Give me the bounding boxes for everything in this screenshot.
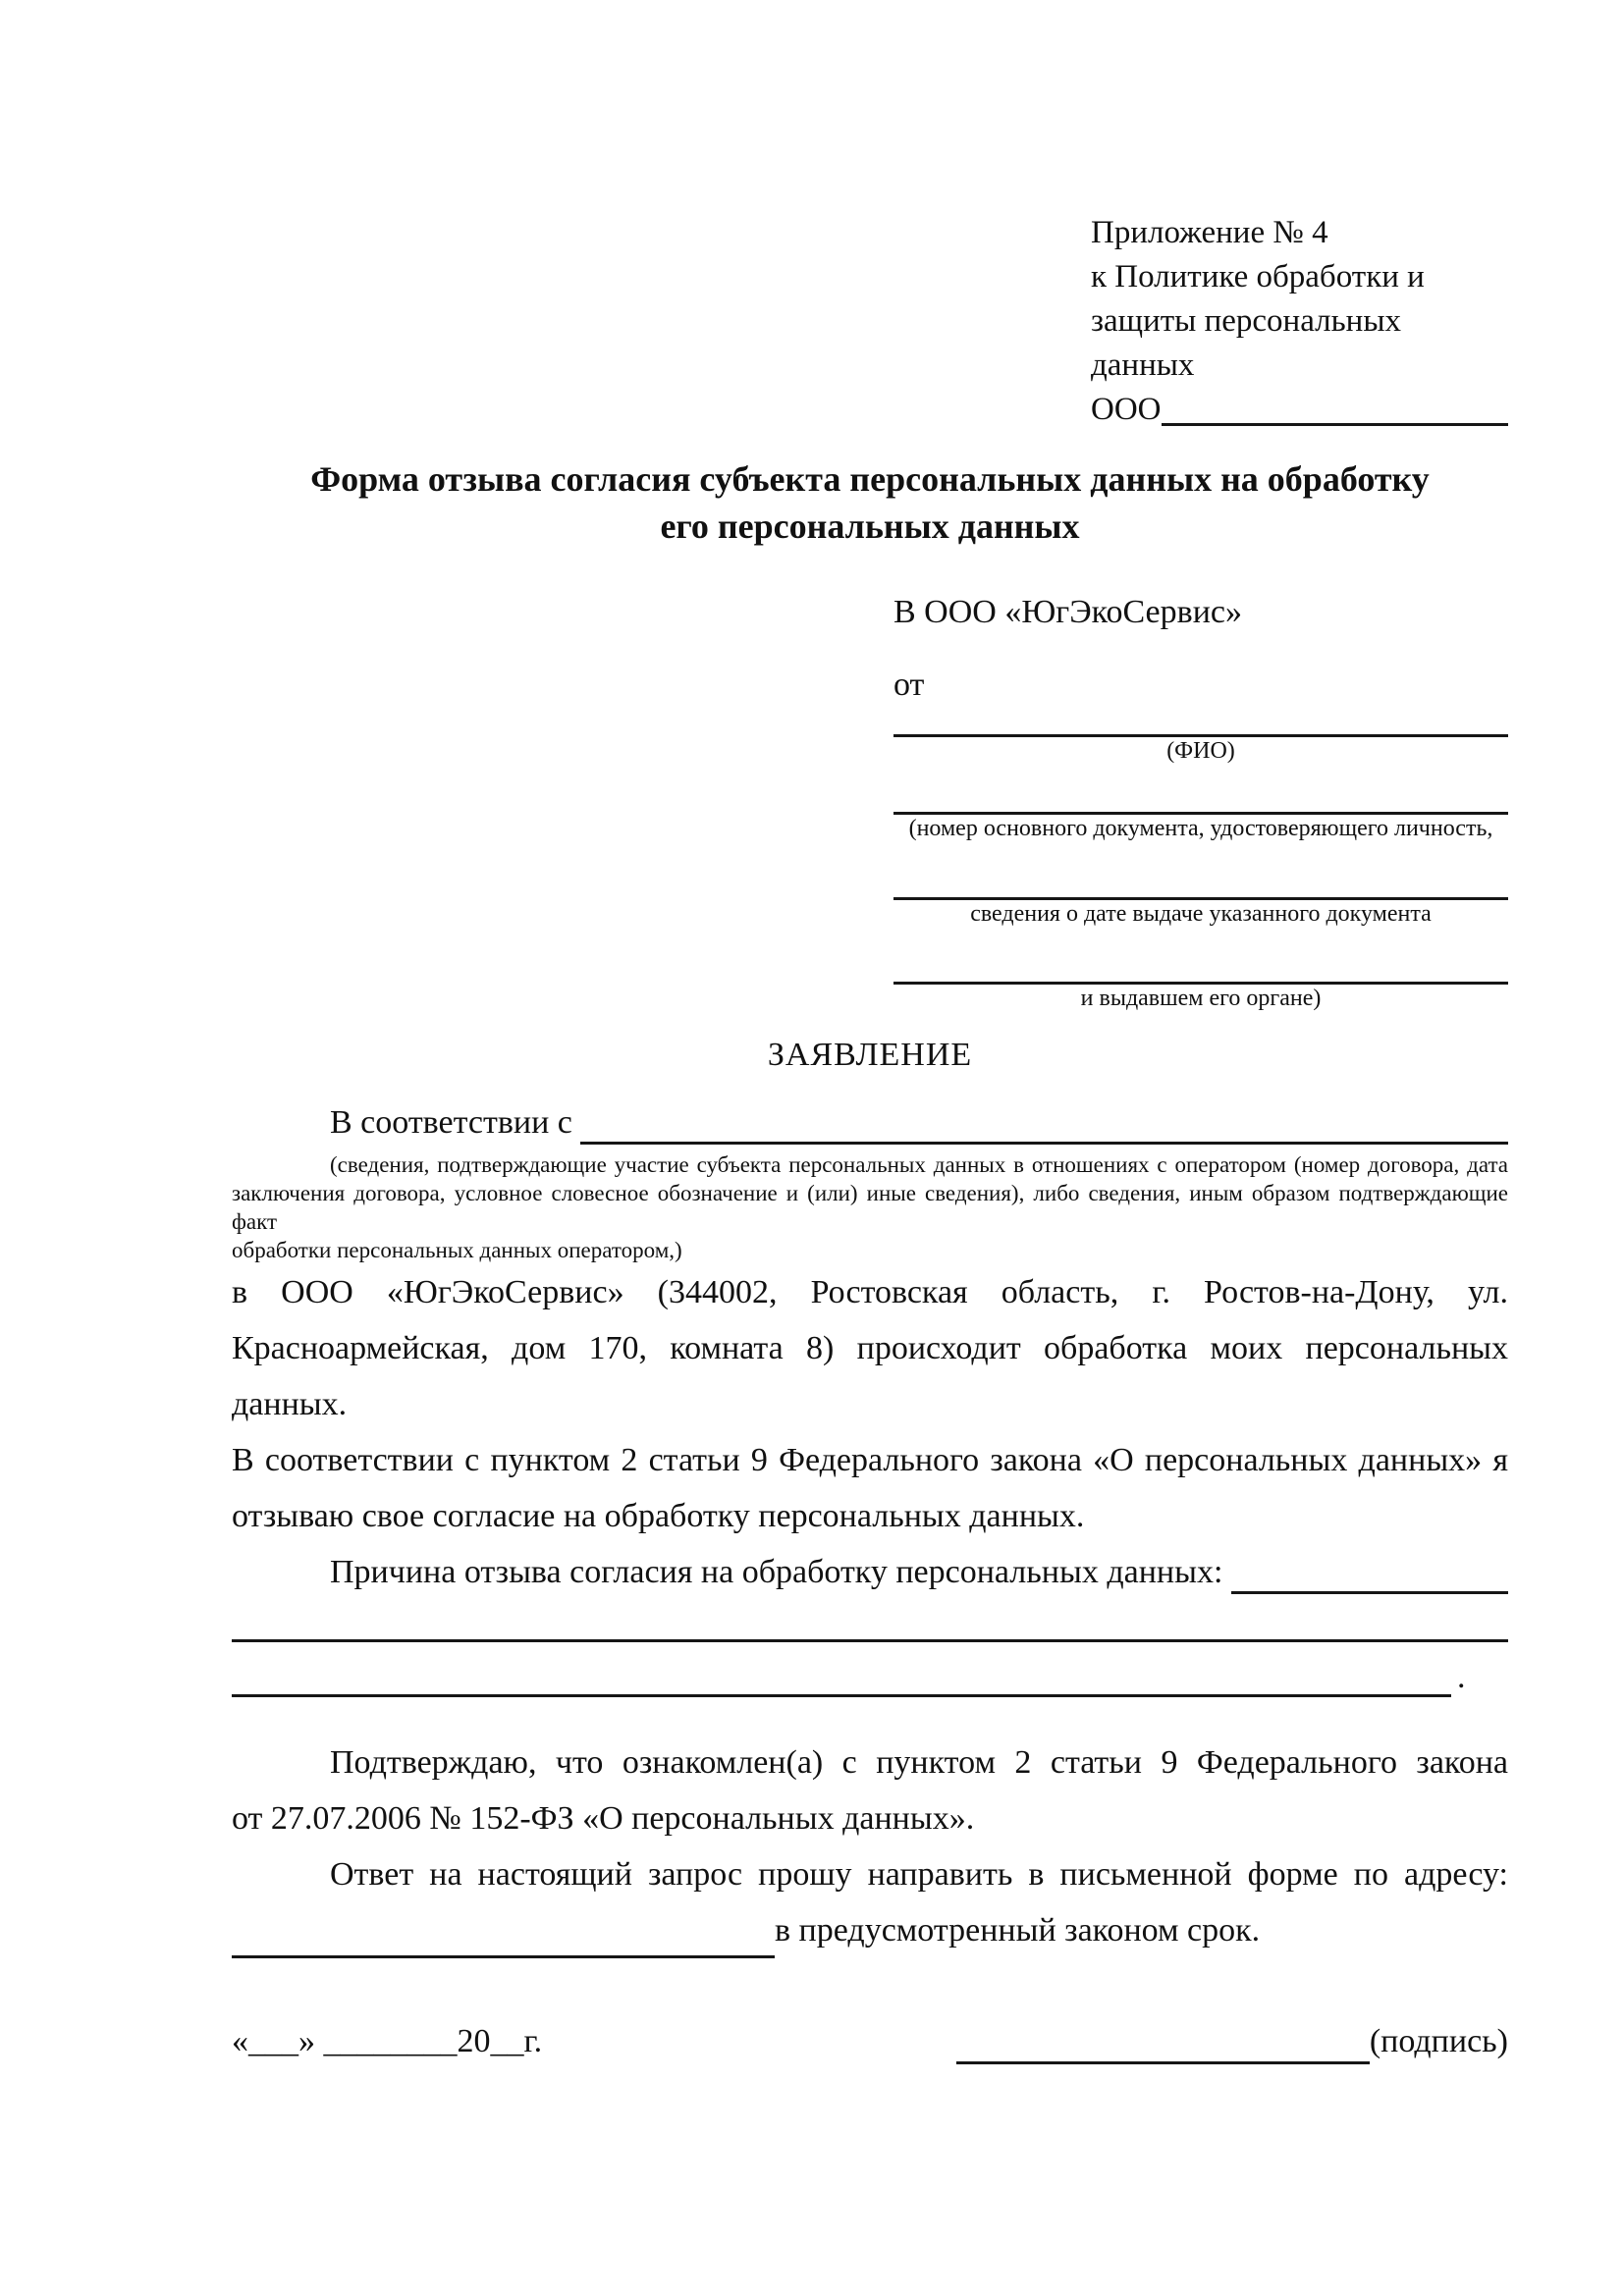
issuer-blank-field[interactable] [893, 928, 1508, 985]
body-line: в ООО «ЮгЭкоСервис» (344002, Ростовская область, г. Ростов-на-Дону, ул. [232, 1274, 1508, 1310]
issue-date-blank-field[interactable] [893, 842, 1508, 900]
sentence-period: . [1457, 1659, 1466, 1695]
body-line: В соответствии с пунктом 2 статьи 9 Федерального закона «О персональных данных» я [232, 1442, 1508, 1478]
ooo-label: ООО [1091, 392, 1162, 427]
confirm-line: от 27.07.2006 № 152-ФЗ «О персональных данных». [232, 1800, 975, 1837]
main-paragraph [232, 1264, 1508, 1544]
note-line: заключения договора, условное словесное обозначение и (или) иные сведения), либо сведения, иным образом подтверждающие факт [232, 1181, 1508, 1234]
lead-label: В соответствии с [330, 1104, 581, 1141]
annex-reference-line1: к Политике обработки и [1091, 259, 1425, 294]
title-line1: Форма отзыва согласия субъекта персональных данных на обработку [310, 459, 1430, 499]
note-line: обработки персональных данных оператором,) [232, 1238, 682, 1262]
confirmation-paragraph [232, 1735, 1508, 1846]
date-blank-line[interactable]: «___» ________20__г. [232, 2023, 543, 2059]
document-title [232, 455, 1508, 550]
reason-blank-line3-field[interactable] [232, 1694, 1451, 1697]
from-label: от [893, 667, 925, 703]
body-line: отзываю свое согласие на обработку персональных данных. [232, 1498, 1085, 1534]
reason-label: Причина отзыва согласия на обработку персональных данных: [330, 1554, 1231, 1590]
body-line: Красноармейская, дом 170, комната 8) происходит обработка моих персональных данных. [232, 1330, 1508, 1422]
footer-row [232, 2019, 1508, 2064]
fio-caption: (ФИО) [1166, 738, 1235, 764]
fio-blank-field[interactable] [893, 707, 1508, 737]
lead-line [232, 1095, 1508, 1150]
statement-heading: ЗАЯВЛЕНИЕ [767, 1037, 973, 1073]
reason-blank-line3-row [232, 1642, 1508, 1697]
signature-area [956, 2019, 1508, 2064]
signature-blank-field[interactable] [956, 2022, 1370, 2064]
title-line2: его персональных данных [660, 507, 1080, 546]
company-name-blank-field[interactable] [1162, 423, 1509, 426]
spacer [232, 1600, 1508, 1639]
address-blank-field[interactable] [232, 1912, 775, 1958]
document-number-blank-field[interactable] [893, 765, 1508, 815]
confirm-line: Подтверждаю, что ознакомлен(а) с пунктом 2 статьи 9 Федерального закона [330, 1744, 1508, 1781]
issuer-caption: и выдавшем его органе) [1080, 986, 1322, 1011]
reason-blank-field[interactable] [1231, 1544, 1508, 1594]
lead-note [232, 1150, 1508, 1264]
annex-reference-line2: защиты персональных данных [1091, 303, 1401, 383]
document-header [1091, 211, 1508, 432]
annex-number: Приложение № 4 [1091, 215, 1328, 250]
basis-blank-field[interactable] [580, 1095, 1508, 1145]
reply-line2 [232, 1902, 1508, 1958]
reply-paragraph [232, 1846, 1508, 1902]
addressee-block [893, 591, 1508, 1012]
note-line: (сведения, подтверждающие участие субъекта персональных данных в отношениях с оператором (номер договора, дата [330, 1152, 1508, 1177]
reason-line [232, 1544, 1508, 1600]
issue-date-caption: сведения о дате выдаче указанного документа [970, 901, 1432, 927]
signature-caption: (подпись) [1369, 2023, 1508, 2059]
reply-line1: Ответ на настоящий запрос прошу направить в письменной форме по адресу: [330, 1856, 1508, 1893]
document-number-caption: (номер основного документа, удостоверяющего личность, [908, 816, 1493, 841]
company-name-row [1091, 388, 1508, 432]
reply-line2-text: в предусмотренный законом срок. [775, 1912, 1261, 1949]
addressee-company: В ООО «ЮгЭкоСервис» [893, 594, 1242, 630]
